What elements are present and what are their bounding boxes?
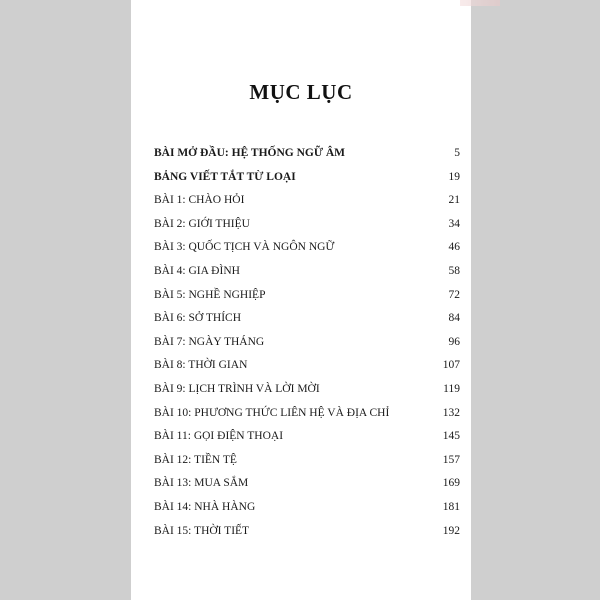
toc-entry bbox=[154, 241, 460, 265]
toc-entry bbox=[154, 454, 460, 478]
toc-entry bbox=[154, 265, 460, 289]
toc-entry bbox=[154, 430, 460, 454]
toc-entry bbox=[154, 171, 460, 195]
toc-entry-page-number: 58 bbox=[448, 264, 460, 277]
toc-entry-label: BÀI 4: GIA ĐÌNH bbox=[154, 264, 240, 277]
toc-entry-page-number: 157 bbox=[442, 453, 460, 466]
toc-entry-page-number: 192 bbox=[442, 524, 460, 537]
toc-entry-label: BÀI 8: THỜI GIAN bbox=[154, 359, 248, 372]
top-edge-mark bbox=[460, 0, 500, 6]
toc-entry bbox=[154, 407, 460, 431]
toc-entry-label: BÀI 6: SỞ THÍCH bbox=[154, 312, 242, 325]
toc-entry-label: BÀI 9: LỊCH TRÌNH VÀ LỜI MỜI bbox=[154, 382, 320, 395]
toc-entry bbox=[154, 147, 460, 171]
toc-entry-page-number: 145 bbox=[442, 430, 460, 443]
toc-entry-page-number: 84 bbox=[448, 312, 460, 325]
toc-entry-page-number: 169 bbox=[442, 477, 460, 490]
toc-entry-label: BÀI 7: NGÀY THÁNG bbox=[154, 335, 265, 348]
toc-entry-page-number: 21 bbox=[448, 194, 460, 207]
toc-entry bbox=[154, 383, 460, 407]
toc-entry bbox=[154, 336, 460, 360]
toc-entry bbox=[154, 501, 460, 525]
toc-entry bbox=[154, 194, 460, 218]
toc-entry-label: BÀI 13: MUA SẮM bbox=[154, 477, 249, 490]
toc-entry-page-number: 181 bbox=[442, 500, 460, 513]
toc-entry-page-number: 5 bbox=[454, 147, 460, 159]
toc-entry-label: BẢNG VIẾT TẮT TỪ LOẠI bbox=[154, 170, 296, 183]
toc-entry-label: BÀI 1: CHÀO HỎI bbox=[154, 194, 245, 207]
toc-entry bbox=[154, 289, 460, 313]
toc-entry-page-number: 19 bbox=[448, 170, 460, 183]
toc-entry bbox=[154, 312, 460, 336]
toc-entry-page-number: 46 bbox=[448, 241, 460, 254]
toc-entry-page-number: 34 bbox=[448, 217, 460, 230]
toc-entry-label: BÀI MỞ ĐẦU: HỆ THỐNG NGỮ ÂM bbox=[154, 147, 346, 159]
toc-entry-label: BÀI 5: NGHỀ NGHIỆP bbox=[154, 288, 266, 301]
toc-entry-label: BÀI 11: GỌI ĐIỆN THOẠI bbox=[154, 430, 284, 443]
toc-entry-label: BÀI 14: NHÀ HÀNG bbox=[154, 500, 256, 513]
toc-entry bbox=[154, 359, 460, 383]
toc-entry-label: BÀI 15: THỜI TIẾT bbox=[154, 524, 250, 537]
toc-entry-label: BÀI 12: TIỀN TỆ bbox=[154, 453, 237, 466]
toc-entry-label: BÀI 2: GIỚI THIỆU bbox=[154, 217, 250, 230]
toc-entry-page-number: 132 bbox=[442, 406, 460, 419]
toc-entry bbox=[154, 218, 460, 242]
toc-entry-page-number: 119 bbox=[443, 382, 460, 395]
toc-entry-page-number: 72 bbox=[448, 288, 460, 301]
toc-entry bbox=[154, 525, 460, 549]
table-of-contents bbox=[154, 147, 460, 548]
page-title: MỤC LỤC bbox=[249, 80, 353, 104]
toc-entry bbox=[154, 477, 460, 501]
toc-entry-label: BÀI 10: PHƯƠNG THỨC LIÊN HỆ VÀ ĐỊA CHỈ bbox=[154, 406, 390, 419]
toc-entry-label: BÀI 3: QUỐC TỊCH VÀ NGÔN NGỮ bbox=[154, 241, 335, 254]
toc-entry-page-number: 96 bbox=[448, 335, 460, 348]
toc-entry-page-number: 107 bbox=[442, 359, 460, 372]
